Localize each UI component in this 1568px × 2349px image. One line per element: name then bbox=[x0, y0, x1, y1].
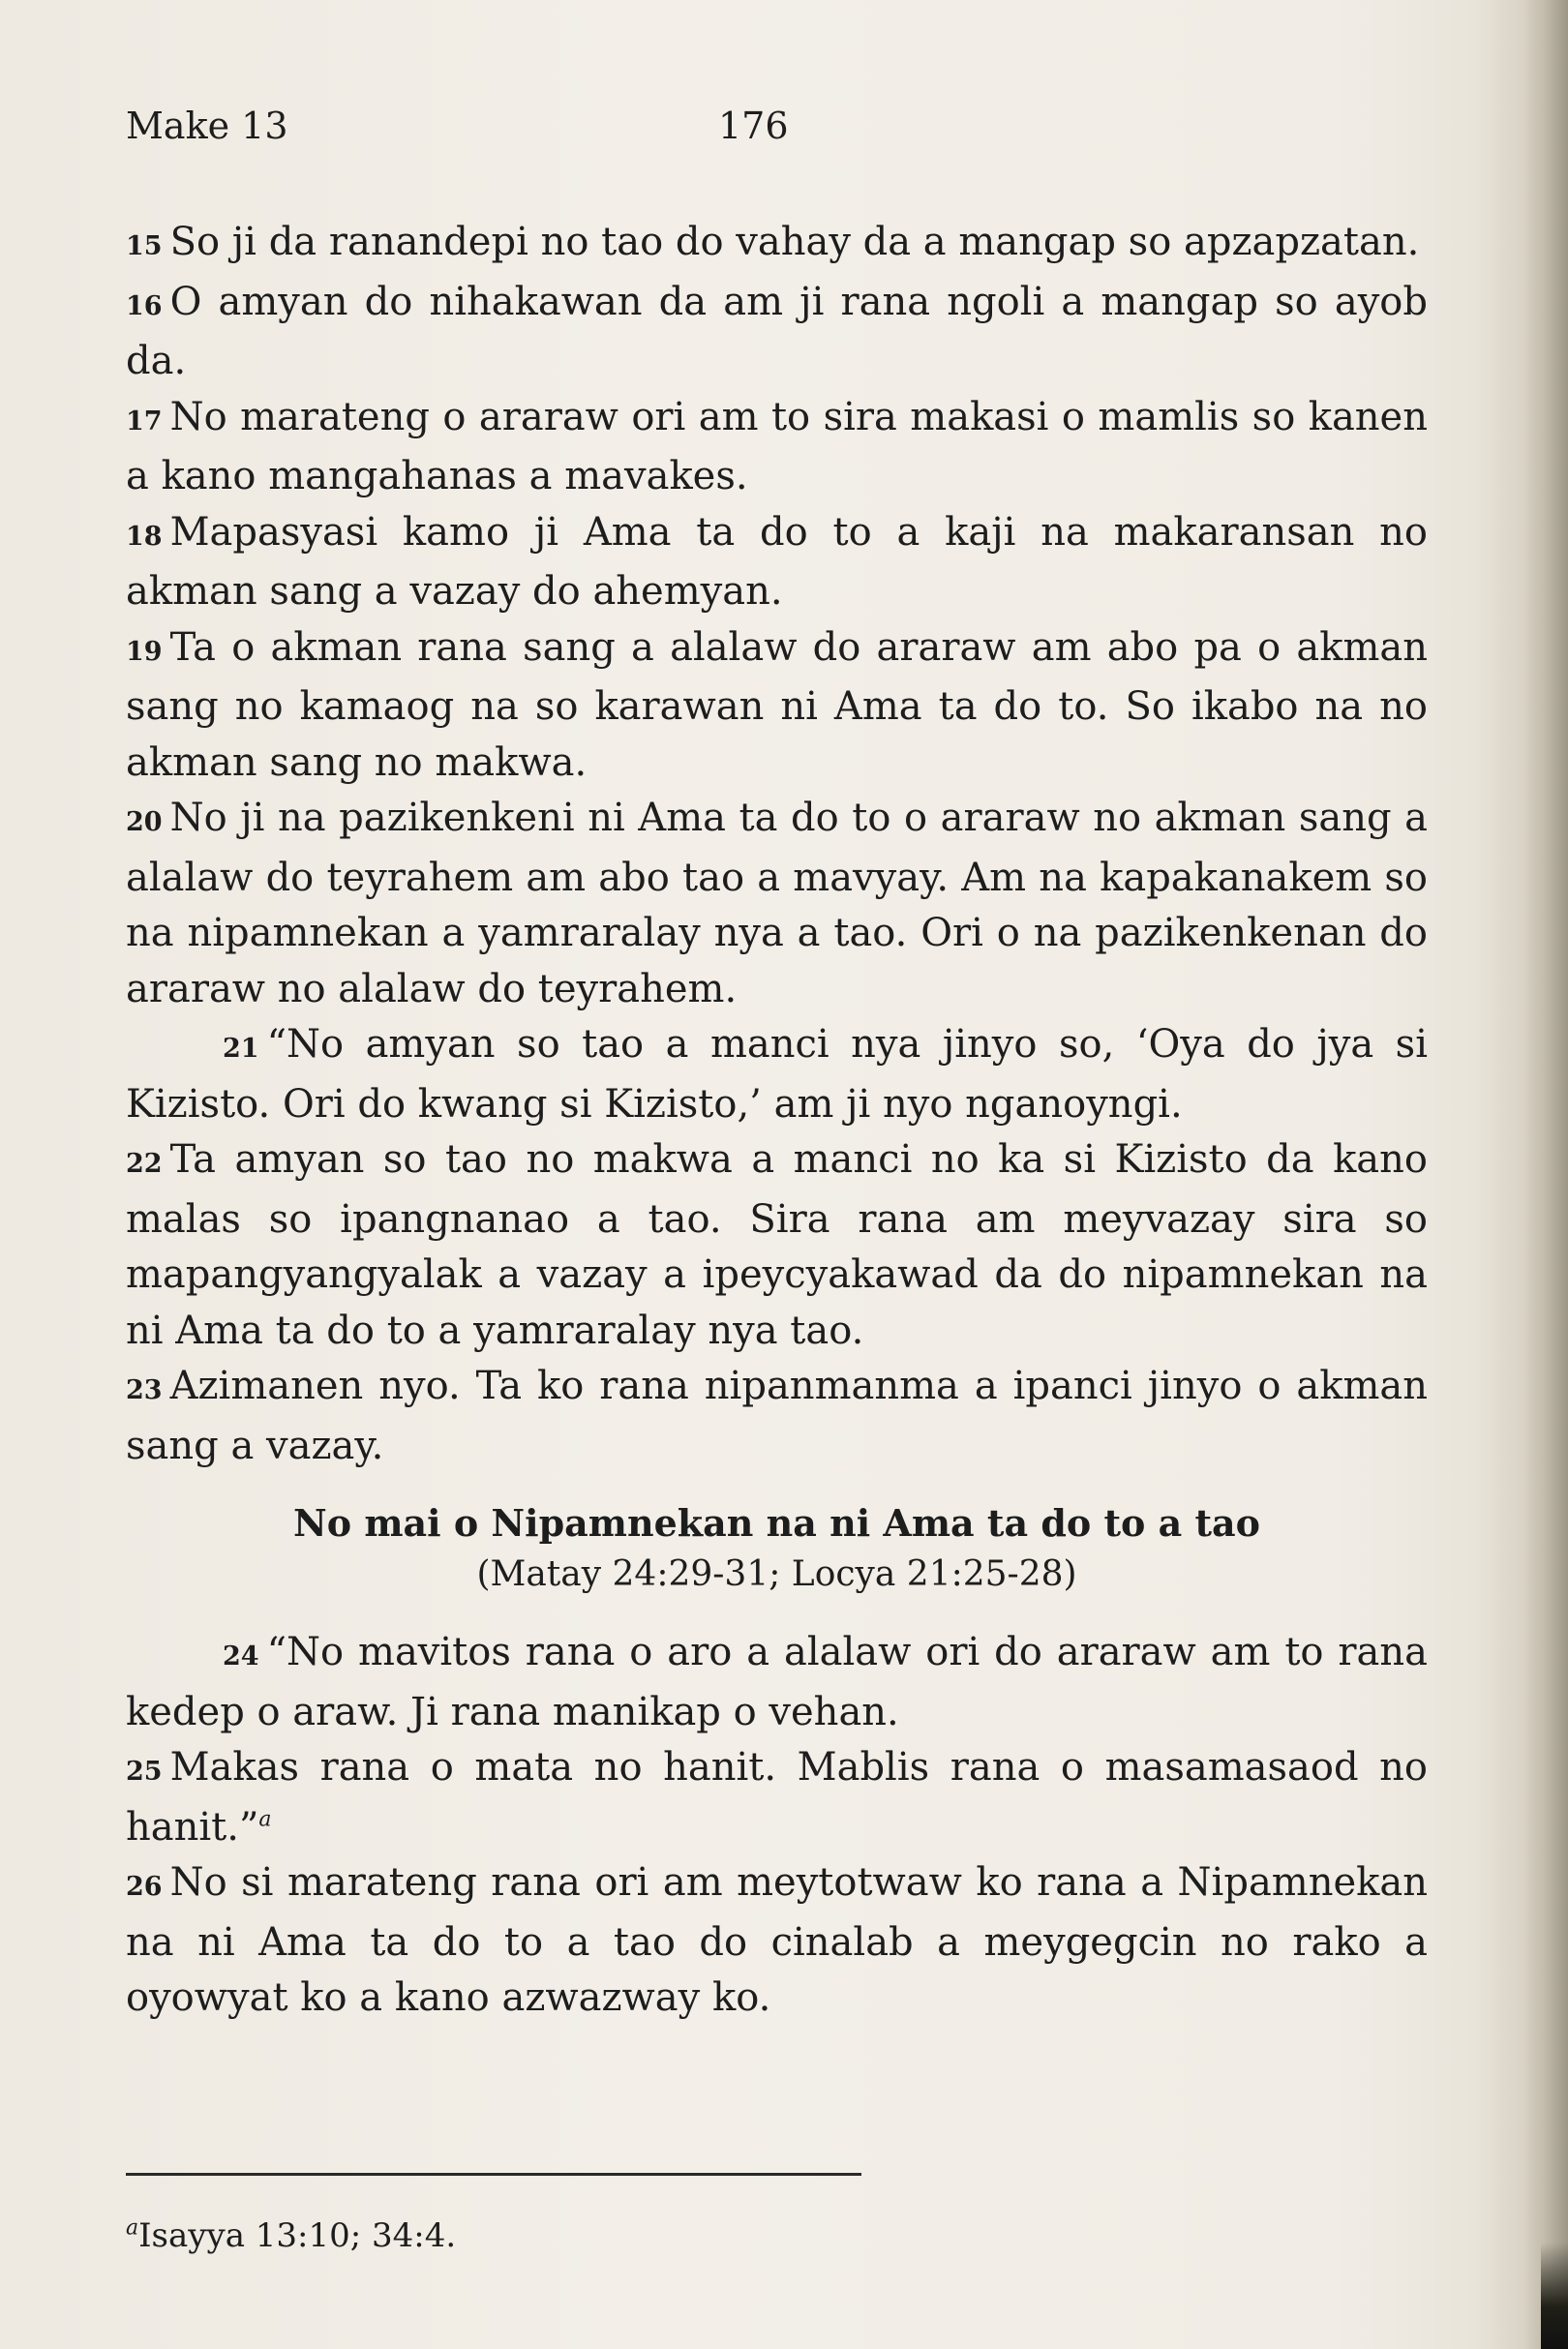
verse-number: 25 bbox=[126, 1757, 163, 1787]
verse-text: So ji da ranandepi no tao do vahay da a mangap so apzapzatan. bbox=[169, 220, 1420, 264]
verse-number: 16 bbox=[126, 290, 163, 321]
page-number: 176 bbox=[718, 105, 789, 147]
verse-number: 19 bbox=[126, 636, 163, 667]
footnote bbox=[126, 2216, 456, 2255]
verse-number: 21 bbox=[223, 1034, 259, 1064]
verse bbox=[126, 1132, 1428, 1359]
verse-number: 22 bbox=[126, 1149, 163, 1179]
verse-text: Makas rana o mata no hanit. Mablis rana o masamasaod no hanit.” bbox=[126, 1745, 1428, 1850]
verse-text: Azimanen nyo. Ta ko rana nipanmanma a ipanci jinyo o akman sang a vazay. bbox=[126, 1364, 1428, 1468]
verse-number: 18 bbox=[126, 521, 163, 552]
running-header bbox=[126, 105, 1442, 159]
section-cross-reference: (Matay 24:29-31; Locya 21:25-28) bbox=[476, 1554, 1077, 1594]
verse-number: 15 bbox=[126, 231, 163, 261]
verse bbox=[126, 1625, 1428, 1740]
verse-text: “No mavitos rana o aro a alalaw ori do araraw am to rana kedep o araw. Ji rana manikap o vehan. bbox=[126, 1630, 1428, 1734]
verse-text: O amyan do nihakawan da am ji rana ngoli a mangap so ayob da. bbox=[126, 279, 1428, 383]
page-edge-shadow bbox=[1523, 0, 1568, 2349]
verse-number: 23 bbox=[126, 1375, 163, 1405]
verse-number: 17 bbox=[126, 406, 163, 437]
verse bbox=[126, 620, 1428, 792]
footnote-divider bbox=[126, 2173, 861, 2176]
scripture-text bbox=[126, 215, 1428, 2027]
verse bbox=[126, 215, 1428, 275]
verse-text: No marateng o araraw ori am to sira makasi o mamlis so kanen a kano mangahanas a mavakes. bbox=[126, 394, 1428, 498]
verse-text: No si marateng rana ori am meytotwaw ko rana a Nipamnekan na ni Ama ta do to a tao do cinalab a meygegcin no rako a oyowyat ko a kano azwazway ko. bbox=[126, 1860, 1428, 2020]
verse bbox=[126, 390, 1428, 505]
chapter-reference: Make 13 bbox=[126, 105, 288, 147]
verse bbox=[126, 1855, 1428, 2027]
verse-text: “No amyan so tao a manci nya jinyo so, ‘Oya do jya si Kizisto. Ori do kwang si Kizisto,’ am ji nyo nganoyngi. bbox=[126, 1022, 1428, 1127]
footnote-text: Isayya 13:10; 34:4. bbox=[138, 2216, 457, 2255]
verse bbox=[126, 275, 1428, 390]
corner-shadow bbox=[1541, 2243, 1568, 2349]
verse-text: No ji na pazikenkeni ni Ama ta do to o araraw no akman sang a alalaw do teyrahem am abo tao a mavyay. Am na kapakanakem so na nipamnekan a yamraralay nya a tao. Ori o na pazikenkenan do araraw no alalaw do teyrahem. bbox=[126, 796, 1428, 1011]
section-heading: No mai o Nipamnekan na ni Ama ta do to a tao bbox=[293, 1501, 1260, 1545]
footnote-marker[interactable]: a bbox=[258, 1807, 272, 1832]
verse-text: Mapasyasi kamo ji Ama ta do to a kaji na makaransan no akman sang a vazay do ahemyan. bbox=[126, 509, 1428, 614]
verse-text: Ta o akman rana sang a alalaw do araraw am abo pa o akman sang no kamaog na so karawan ni Ama ta do to. So ikabo na no akman sang no makwa. bbox=[126, 624, 1428, 785]
verse-number: 24 bbox=[223, 1641, 259, 1671]
verse bbox=[126, 1017, 1428, 1132]
verse bbox=[126, 505, 1428, 620]
verse bbox=[126, 1740, 1428, 1855]
verse bbox=[126, 791, 1428, 1017]
verse-text: Ta amyan so tao no makwa a manci no ka si Kizisto da kano malas so ipangnanao a tao. Sira rana am meyvazay sira so mapangyangyalak a vazay a ipeycyakawad da do nipamnekan na ni Ama ta do to a yamraralay nya tao. bbox=[126, 1137, 1428, 1353]
verse bbox=[126, 1359, 1428, 1474]
verse-number: 20 bbox=[126, 807, 163, 837]
verse-number: 26 bbox=[126, 1872, 163, 1902]
footnote-mark: a bbox=[126, 2215, 139, 2241]
